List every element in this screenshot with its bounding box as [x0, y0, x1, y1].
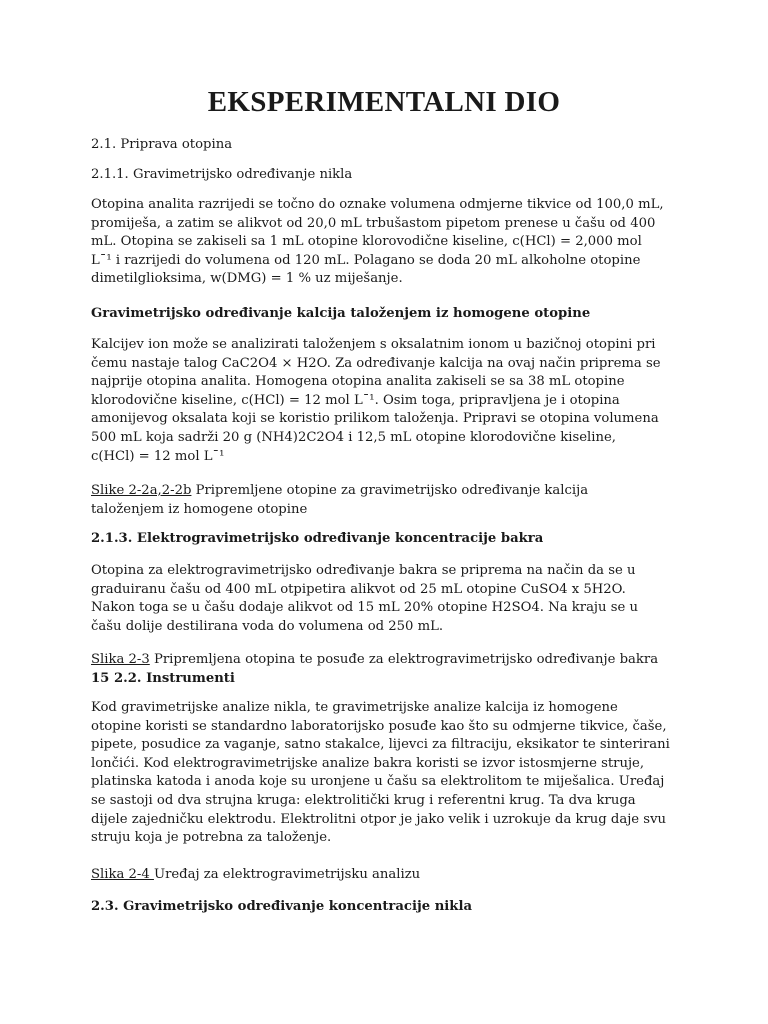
page-title: EKSPERIMENTALNI DIO: [207, 86, 561, 118]
figure-link[interactable]: Slika 2-4: [91, 867, 154, 882]
text-line: L¯¹ i razrijedi do volumena od 120 mL. Polagano se doda 20 mL alkoholne otopine: [91, 252, 641, 268]
text-line: klorodovične kiseline, c(HCl) = 12 mol L¯¹. Osim toga, pripravljena je i otopina: [91, 392, 620, 408]
caption-text: Pripremljene otopine za gravimetrijsko određivanje kalcija: [191, 483, 589, 498]
text-line: se sastoji od dva strujna kruga: elektrolitički krug i referentni krug. Ta dva kruga: [91, 792, 636, 808]
section-heading-2-1: 2.1. Priprava otopina: [91, 137, 233, 152]
section-heading-2-3: 2.3. Gravimetrijsko određivanje koncentracije nikla: [91, 899, 472, 914]
paragraph-nickel-preparation: [91, 196, 681, 289]
caption-line: [91, 482, 681, 501]
figure-caption-2-3: [91, 651, 681, 688]
paragraph-calcium-preparation: [91, 336, 681, 466]
text-line: struju koja je potrebna za taloženje.: [91, 830, 332, 846]
text-line: najprije otopina analita. Homogena otopina analita zakiseli se sa 38 mL otopine: [91, 374, 625, 390]
text-line: Kalcijev ion može se analizirati taloženjem s oksalatnim ionom u bazičnoj otopini pri: [91, 337, 656, 352]
figure-link[interactable]: Slike 2-2a,2-2b: [91, 483, 192, 498]
caption-line: taloženjem iz homogene otopine: [91, 501, 308, 517]
text-line: Kod gravimetrijske analize nikla, te gravimetrijske analize kalcija iz homogene: [91, 700, 618, 715]
section-heading-2-1-1: 2.1.1. Gravimetrijsko određivanje nikla: [91, 167, 353, 182]
section-heading-2-1-3: 2.1.3. Elektrogravimetrijsko određivanje koncentracije bakra: [91, 531, 544, 546]
text-line: graduiranu čašu od 400 mL otpipetira alikvot od 25 mL otopine CuSO4 x 5H2O.: [91, 581, 626, 597]
text-line: čemu nastaje talog CaC2O4 × H2O. Za određivanje kalcija na ovaj način priprema se: [91, 355, 661, 371]
figure-caption-2-2: [91, 482, 681, 519]
caption-text: Pripremljena otopina te posuđe za elektrogravimetrijsko određivanje bakra: [149, 652, 659, 667]
text-line: amonijevog oksalata koji se koristio prilikom taloženja. Pripravi se otopina volumena: [91, 411, 659, 427]
figure-caption-2-4: [91, 866, 681, 885]
paragraph-instruments: [91, 699, 681, 848]
section-heading-calcium: Gravimetrijsko određivanje kalcija taloženjem iz homogene otopine: [91, 306, 591, 321]
text-line: promiješa, a zatim se alikvot od 20,0 mL trbušastom pipetom prenese u čašu od 400: [91, 215, 656, 231]
caption-line: [91, 866, 681, 885]
text-line: platinska katoda i anoda koje su uronjene u čašu sa elektrolitom te miješalica. Uređaj: [91, 774, 665, 790]
text-line: čašu dolije destilirana voda do volumena od 250 mL.: [91, 618, 444, 634]
text-line: pipete, posudice za vaganje, satno stakalce, lijevci za filtraciju, eksikator te sinterirani: [91, 737, 670, 753]
text-line: mL. Otopina se zakiseli sa 1 mL otopine klorovodične kiseline, c(HCl) = 2,000 mol: [91, 234, 642, 250]
text-line: Otopina za elektrogravimetrijsko određivanje bakra se priprema na način da se u: [91, 563, 636, 578]
text-line: 500 mL koja sadrži 20 g (NH4)2C2O4 i 12,5 mL otopine klorodovične kiseline,: [91, 429, 616, 445]
text-line: lončići. Kod elektrogravimetrijske analize bakra koristi se izvor istosmjerne struje,: [91, 755, 645, 771]
text-line: c(HCl) = 12 mol L¯¹: [91, 448, 225, 464]
text-line: Otopina analita razrijedi se točno do oznake volumena odmjerne tikvice od 100,0 mL,: [91, 197, 664, 212]
text-line: dimetilglioksima, w(DMG) = 1 % uz miješanje.: [91, 271, 403, 287]
text-line: dijele zajedničku elektrodu. Elektrolitni otpor je jako velik i uzrokuje da krug daje svu: [91, 811, 667, 827]
figure-link[interactable]: Slika 2-3: [91, 652, 150, 667]
section-heading-2-2: 15 2.2. Instrumenti: [91, 670, 235, 686]
text-line: Nakon toga se u čašu dodaje alikvot od 15 mL 20% otopine H2SO4. Na kraju se u: [91, 600, 638, 616]
caption-text: Uređaj za elektrogravimetrijsku analizu: [153, 867, 421, 882]
caption-line: [91, 651, 681, 670]
paragraph-copper-preparation: [91, 562, 681, 636]
text-line: otopine koristi se standardno laboratorijsko posuđe kao što su odmjerne tikvice, čaše,: [91, 718, 667, 734]
